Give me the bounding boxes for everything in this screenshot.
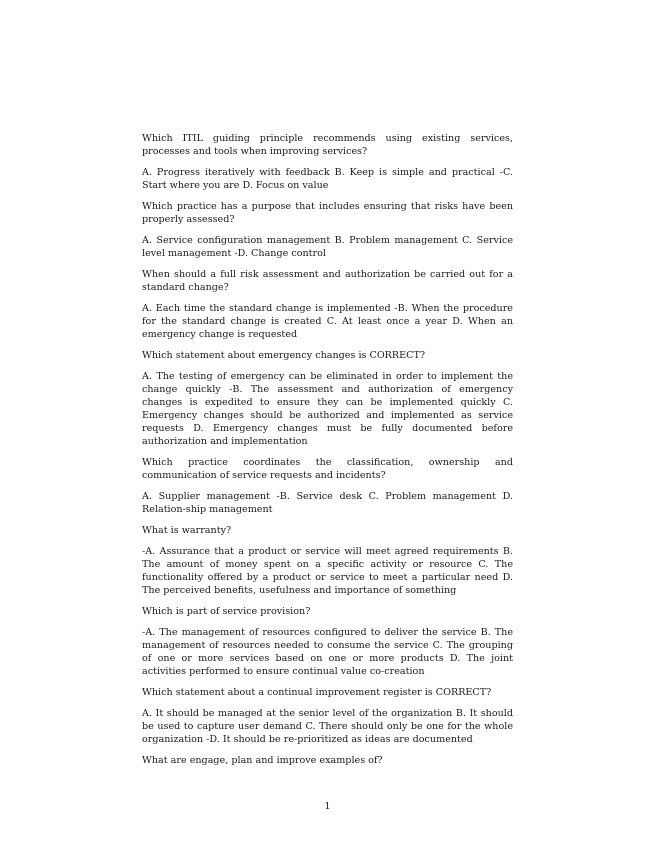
answer-options: A. The testing of emergency can be eliminated in order to implement the change quickly -B. The assessment and authorization of emergency changes is expedited to ensure they can be implemented quickly C. Emergency changes should be authorized and implemented as service requests D. Emergency changes must be fully documented before authorization and implementation	[142, 371, 513, 447]
question-text: Which practice coordinates the classification, ownership and communication of service requests and incidents?	[142, 457, 513, 481]
question-text: Which ITIL guiding principle recommends using existing services, processes and tools when improving services?	[142, 133, 513, 157]
answer-options: A. Supplier management -B. Service desk C. Problem management D. Relation-ship management	[142, 491, 513, 515]
answer-options: A. It should be managed at the senior level of the organization B. It should be used to capture user demand C. There should only be one for the whole organization -D. It should be re-prioritized as ideas are documented	[142, 708, 513, 745]
question-text: Which statement about a continual improvement register is CORRECT?	[142, 687, 492, 698]
answer-options: A. Service configuration management B. Problem management C. Service level management -D. Change control	[142, 235, 513, 259]
question-text: What are engage, plan and improve examples of?	[142, 755, 383, 766]
answer-options: -A. The management of resources configured to deliver the service B. The management of resources needed to consume the service C. The grouping of one or more services based on one or more products D. The joint activities performed to ensure continual value co-creation	[142, 627, 513, 677]
answer-options: A. Progress iteratively with feedback B. Keep is simple and practical -C. Start where you are D. Focus on value	[142, 167, 513, 191]
question-text: Which is part of service provision?	[142, 606, 311, 617]
question-text: When should a full risk assessment and authorization be carried out for a standard change?	[142, 269, 513, 293]
question-text: What is warranty?	[142, 525, 232, 536]
question-text: Which practice has a purpose that includes ensuring that risks have been properly assessed?	[142, 201, 513, 225]
page-number: 1	[324, 801, 331, 812]
question-text: Which statement about emergency changes is CORRECT?	[142, 350, 426, 361]
answer-options: A. Each time the standard change is implemented -B. When the procedure for the standard change is created C. At least once a year D. When an emergency change is requested	[142, 303, 513, 340]
document-body	[142, 132, 513, 775]
answer-options: -A. Assurance that a product or service will meet agreed requirements B. The amount of money spent on a specific activity or resource C. The functionality offered by a product or service to meet a particular need D. The perceived benefits, usefulness and importance of something	[142, 546, 513, 596]
